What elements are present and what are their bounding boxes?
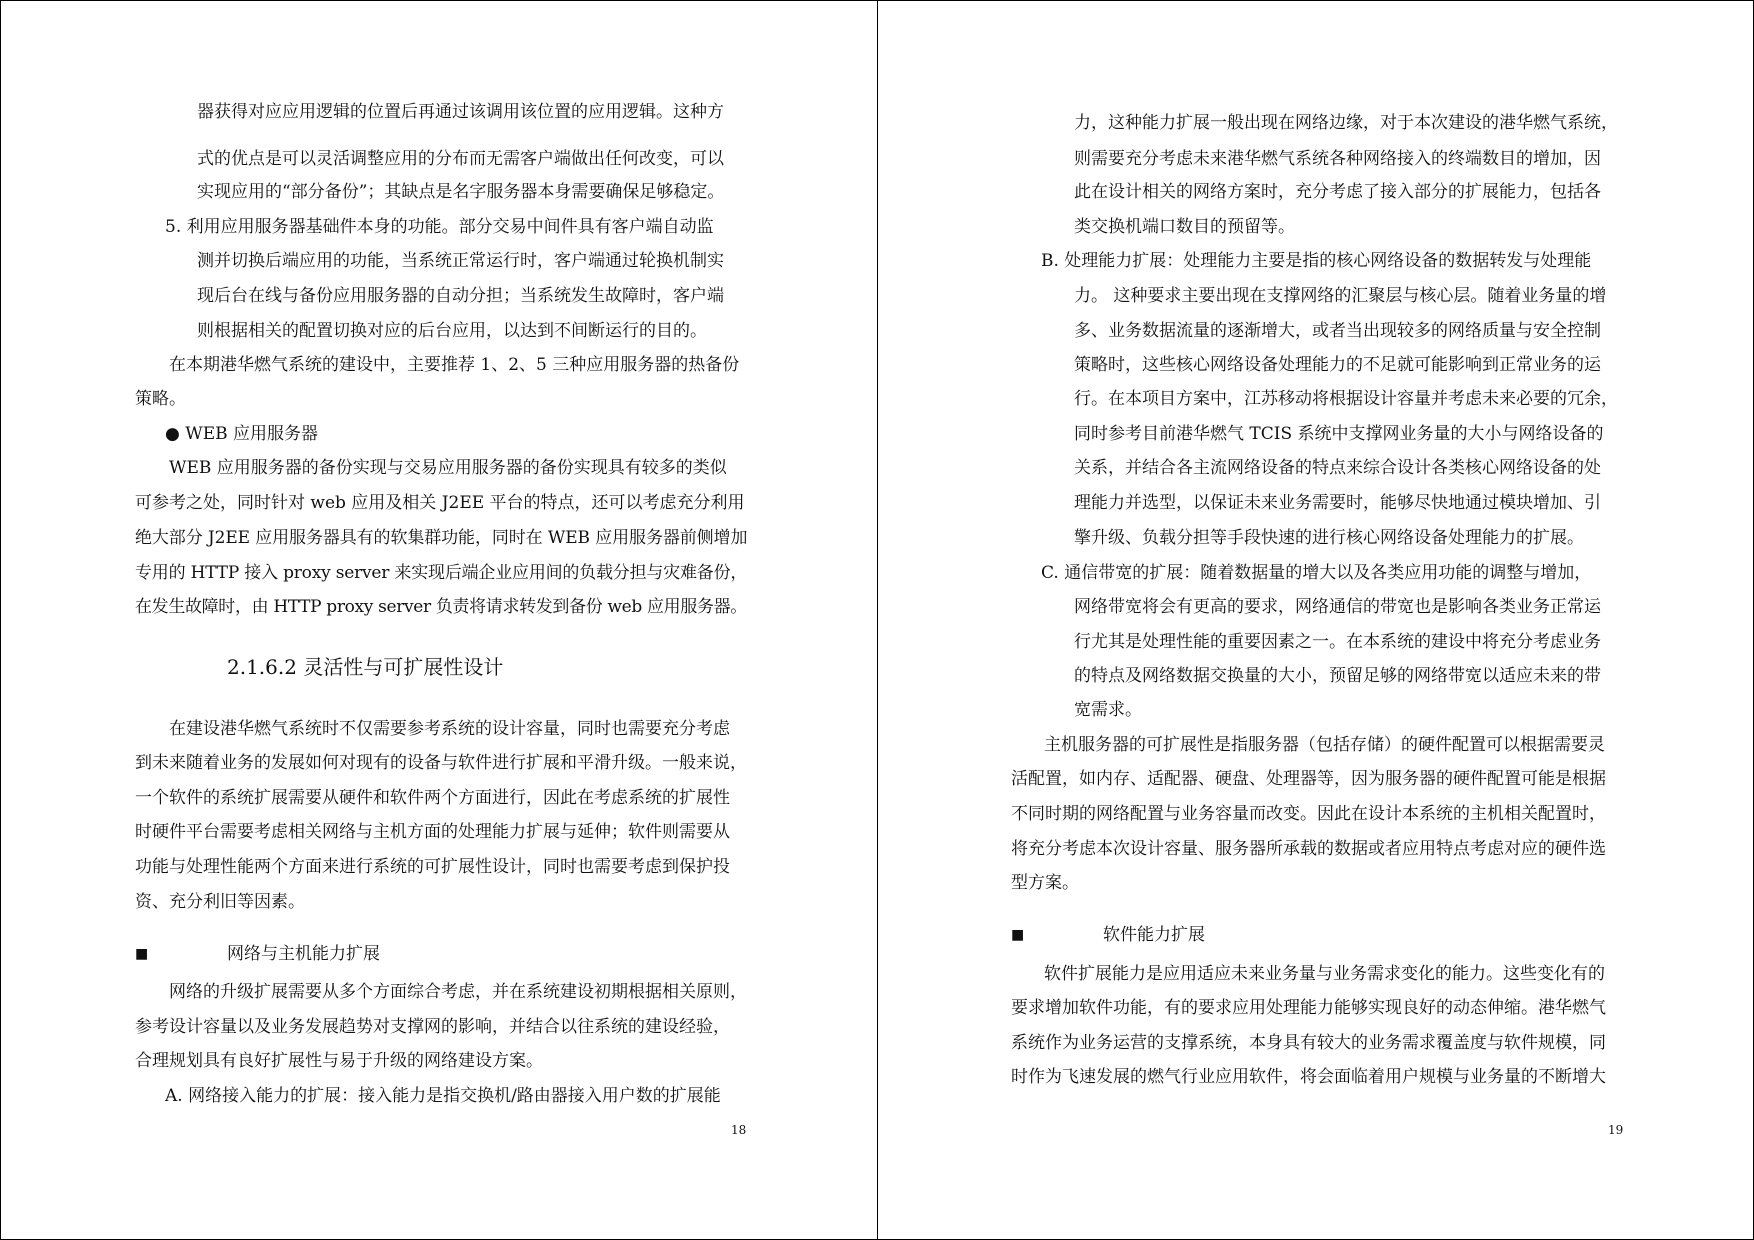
- text-line: 宽需求。: [1074, 700, 1142, 720]
- text-line: 网络带宽将会有更高的要求，网络通信的带宽也是影响各类业务正常运: [1074, 597, 1601, 617]
- text-line: 策略时，这些核心网络设备处理能力的不足就可能影响到正常业务的运: [1074, 355, 1601, 375]
- text-line: 现后台在线与备份应用服务器的自动分担；当系统发生故障时，客户端: [197, 286, 724, 306]
- text-line: 功能与处理性能两个方面来进行系统的可扩展性设计，同时也需要考虑到保护投: [135, 857, 730, 877]
- text-line: 型方案。: [1011, 873, 1079, 893]
- text-line: 时硬件平台需要考虑相关网络与主机方面的处理能力扩展与延伸；软件则需要从: [135, 822, 730, 842]
- text-line: 器获得对应应用逻辑的位置后再通过该调用该位置的应用逻辑。这种方: [197, 102, 724, 122]
- text-line: 到未来随着业务的发展如何对现有的设备与软件进行扩展和平滑升级。一般来说，: [135, 753, 747, 773]
- subheading: 网络与主机能力扩展: [227, 944, 380, 964]
- right-page: [878, 1, 1754, 1239]
- list-item: A. 网络接入能力的扩展：接入能力是指交换机/路由器接入用户数的扩展能: [165, 1086, 721, 1106]
- text-line: 式的优点是可以灵活调整应用的分布而无需客户端做出任何改变，可以: [197, 149, 724, 169]
- text-line: 在本期港华燃气系统的建设中，主要推荐 1、2、5 三种应用服务器的热备份: [169, 355, 740, 375]
- text-line: 系统作为业务运营的支撑系统，本身具有较大的业务需求覆盖度与软件规模，同: [1011, 1033, 1606, 1053]
- text-line: 软件扩展能力是应用适应未来业务量与业务需求变化的能力。这些变化有的: [1044, 964, 1605, 984]
- list-item: C. 通信带宽的扩展：随着数据量的增大以及各类应用功能的调整与增加，: [1041, 563, 1592, 583]
- text-line: 类交换机端口数目的预留等。: [1074, 217, 1295, 237]
- text-line: 同时参考目前港华燃气 TCIS 系统中支撑网业务量的大小与网络设备的: [1074, 424, 1604, 444]
- subheading: 软件能力扩展: [1103, 925, 1205, 945]
- text-line: 理能力并选型，以保证未来业务需要时，能够尽快地通过模块增加、引: [1074, 493, 1601, 513]
- text-line: 实现应用的“部分备份”；其缺点是名字服务器本身需要确保足够稳定。: [197, 182, 725, 202]
- text-line: 在建设港华燃气系统时不仅需要参考系统的设计容量，同时也需要充分考虑: [169, 719, 730, 739]
- page-number: 18: [731, 1123, 747, 1137]
- section-heading: 2.1.6.2 灵活性与可扩展性设计: [227, 655, 504, 679]
- text-line: 网络的升级扩展需要从多个方面综合考虑，并在系统建设初期根据相关原则，: [169, 982, 747, 1002]
- text-line: 关系，并结合各主流网络设备的特点来综合设计各类核心网络设备的处: [1074, 458, 1601, 478]
- text-line: 时作为飞速发展的燃气行业应用软件，将会面临着用户规模与业务量的不断增大: [1011, 1067, 1606, 1087]
- text-line: 测并切换后端应用的功能，当系统正常运行时，客户端通过轮换机制实: [197, 251, 724, 271]
- text-line: 行尤其是处理性能的重要因素之一。在本系统的建设中将充分考虑业务: [1074, 632, 1601, 652]
- text-line: 一个软件的系统扩展需要从硬件和软件两个方面进行，因此在考虑系统的扩展性: [135, 788, 730, 808]
- square-bullet-icon: ■: [135, 946, 149, 962]
- left-page: [1, 1, 877, 1239]
- text-line: 的特点及网络数据交换量的大小，预留足够的网络带宽以适应未来的带: [1074, 666, 1601, 686]
- text-line: 力，这种能力扩展一般出现在网络边缘，对于本次建设的港华燃气系统，: [1074, 113, 1618, 133]
- text-line: 在发生故障时，由 HTTP proxy server 负责将请求转发到备份 web 应用服务器。: [135, 597, 747, 617]
- text-line: 合理规划具有良好扩展性与易于升级的网络建设方案。: [135, 1051, 543, 1071]
- square-bullet-icon: ■: [1011, 927, 1025, 943]
- text-line: 可参考之处，同时针对 web 应用及相关 J2EE 平台的特点，还可以考虑充分利用: [135, 493, 745, 513]
- text-line: 则需要充分考虑未来港华燃气系统各种网络接入的终端数目的增加，因: [1074, 149, 1601, 169]
- bullet-item: ● WEB 应用服务器: [165, 424, 319, 444]
- list-item: 5. 利用应用服务器基础件本身的功能。部分交易中间件具有客户端自动监: [165, 217, 714, 237]
- text-line: 则根据相关的配置切换对应的后台应用，以达到不间断运行的目的。: [197, 321, 707, 341]
- text-line: 将充分考虑本次设计容量、服务器所承载的数据或者应用特点考虑对应的硬件选: [1011, 839, 1606, 859]
- text-line: 力。 这种要求主要出现在支撑网络的汇聚层与核心层。随着业务量的增: [1074, 286, 1607, 306]
- list-item: B. 处理能力扩展：处理能力主要是指的核心网络设备的数据转发与处理能: [1041, 251, 1592, 271]
- text-line: 此在设计相关的网络方案时，充分考虑了接入部分的扩展能力，包括各: [1074, 182, 1601, 202]
- text-line: 专用的 HTTP 接入 proxy server 来实现后端企业应用间的负载分担与灾难备份，: [135, 563, 747, 583]
- text-line: 要求增加软件功能，有的要求应用处理能力能够实现良好的动态伸缩。港华燃气: [1011, 998, 1606, 1018]
- text-line: 活配置，如内存、适配器、硬盘、处理器等，因为服务器的硬件配置可能是根据: [1011, 769, 1606, 789]
- text-line: 参考设计容量以及业务发展趋势对支撑网的影响，并结合以往系统的建设经验，: [135, 1017, 730, 1037]
- text-line: 行。在本项目方案中，江苏移动将根据设计容量并考虑未来必要的冗余，: [1074, 389, 1618, 409]
- page-number: 19: [1608, 1123, 1624, 1137]
- text-line: 多、业务数据流量的逐渐增大，或者当出现较多的网络质量与安全控制: [1074, 321, 1601, 341]
- text-line: 主机服务器的可扩展性是指服务器（包括存储）的硬件配置可以根据需要灵: [1044, 735, 1605, 755]
- text-line: WEB 应用服务器的备份实现与交易应用服务器的备份实现具有较多的类似: [169, 458, 727, 478]
- text-line: 资、充分利旧等因素。: [135, 892, 305, 912]
- text-line: 绝大部分 J2EE 应用服务器具有的软集群功能，同时在 WEB 应用服务器前侧增加: [135, 528, 747, 548]
- text-line: 擎升级、负载分担等手段快速的进行核心网络设备处理能力的扩展。: [1074, 528, 1584, 548]
- text-line: 策略。: [135, 389, 186, 409]
- text-line: 不同时期的网络配置与业务容量而改变。因此在设计本系统的主机相关配置时，: [1011, 804, 1606, 824]
